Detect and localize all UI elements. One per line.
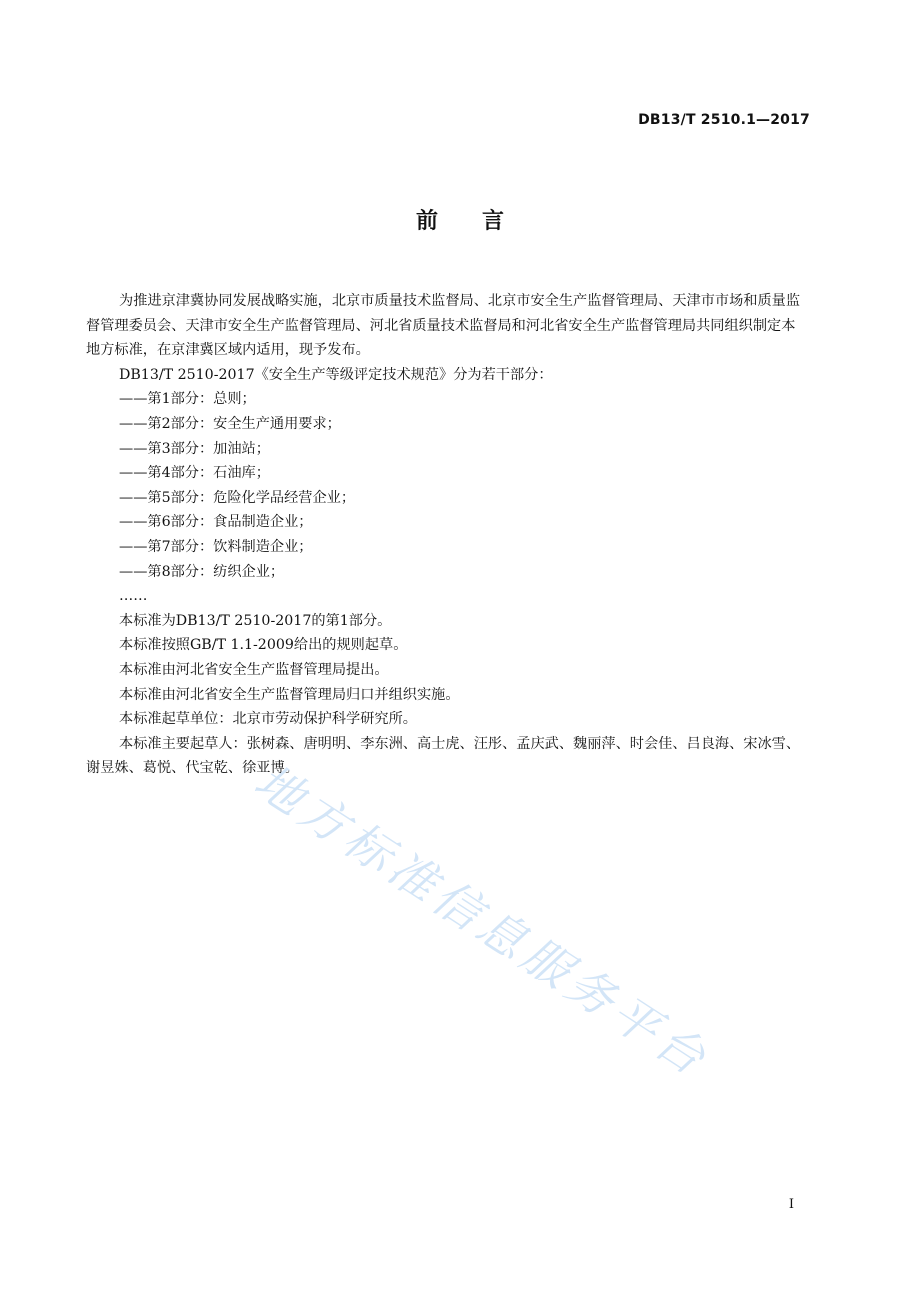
part-of-paragraph: 本标准为DB13/T 2510-2017的第1部分。 — [119, 612, 392, 629]
page-number: I — [788, 1197, 794, 1212]
proposed-by-paragraph: 本标准由河北省安全生产监督管理局提出。 — [119, 661, 389, 678]
part-list-item: ——第5部分：危险化学品经营企业； — [119, 489, 356, 506]
drafting-rule-paragraph: 本标准按照GB/T 1.1-2009给出的规则起草。 — [119, 637, 408, 654]
part-list-item: ——第8部分：纺织企业； — [119, 563, 285, 580]
drafting-unit-paragraph: 本标准起草单位：北京市劳动保护科学研究所。 — [119, 711, 417, 728]
watermark: 地方标准信息服务平台 — [244, 753, 720, 1089]
part-list-item: ——第2部分：安全生产通用要求； — [119, 415, 341, 432]
part-list-item: ——第1部分：总则； — [119, 391, 256, 408]
part-list-item: ——第3部分：加油站； — [119, 440, 270, 457]
title-char-2: 言 — [482, 209, 505, 234]
document-code: DB13/T 2510.1—2017 — [638, 112, 810, 128]
intro-paragraph: 为推进京津冀协同发展战略实施，北京市质量技术监督局、北京市安全生产监督管理局、天津市市场和质量监督管理委员会、天津市安全生产监督管理局、河北省质量技术监督局和河北省安全生产监督管理局共同组织制定本地方标准，在京津冀区域内适用，现予发布。 — [86, 293, 801, 359]
part-list-item: ——第6部分：食品制造企业； — [119, 514, 313, 531]
parts-intro-paragraph: DB13/T 2510-2017《安全生产等级评定技术规范》分为若干部分： — [119, 366, 553, 383]
drafters-paragraph: 本标准主要起草人：张树森、唐明明、李东洲、高士虎、汪彤、孟庆武、魏丽萍、时会佳、吕良海、宋冰雪、谢昱姝、葛悦、代宝乾、徐亚博。 — [86, 735, 801, 777]
list-ellipsis: …… — [119, 588, 148, 605]
part-list-item: ——第7部分：饮料制造企业； — [119, 538, 313, 555]
title-char-1: 前 — [415, 209, 438, 234]
part-list-item: ——第4部分：石油库； — [119, 465, 270, 482]
page-title — [0, 204, 920, 235]
managed-by-paragraph: 本标准由河北省安全生产监督管理局归口并组织实施。 — [119, 686, 460, 703]
foreword-body — [86, 289, 806, 781]
